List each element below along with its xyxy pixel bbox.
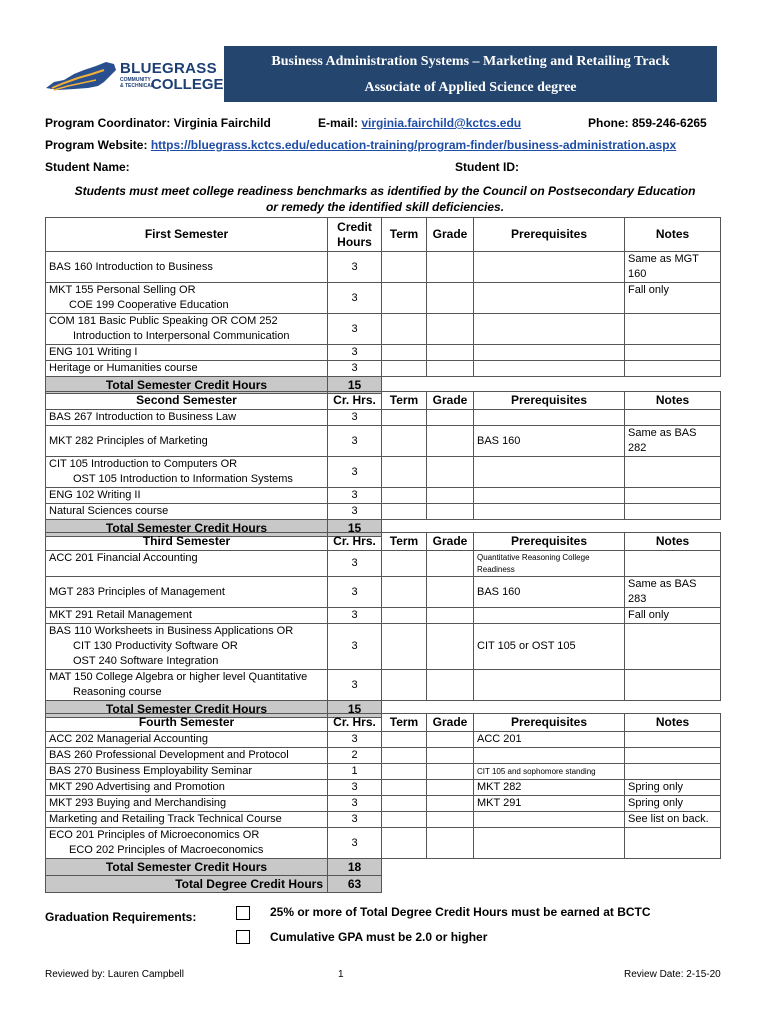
table-cell: 2 bbox=[328, 748, 382, 764]
program-header bbox=[224, 46, 717, 102]
table-cell bbox=[474, 410, 625, 426]
review-date: Review Date: 2-15-20 bbox=[624, 969, 721, 980]
table-cell: BAS 160 Introduction to Business bbox=[46, 252, 328, 283]
table-cell bbox=[625, 828, 721, 859]
term-header: Term bbox=[382, 218, 427, 252]
table-cell: BAS 260 Professional Development and Protocol bbox=[46, 748, 328, 764]
table-cell[interactable] bbox=[427, 780, 474, 796]
student-name-label: Student Name: bbox=[45, 160, 130, 174]
table-cell: MKT 291 bbox=[474, 796, 625, 812]
program-title: Business Administration Systems – Marketing and Retailing Track bbox=[271, 54, 670, 69]
table-cell bbox=[625, 504, 721, 520]
table-cell: CIT 105 Introduction to Computers OR OST 105 Introduction to Information Systems bbox=[46, 457, 328, 488]
requirement-2: Cumulative GPA must be 2.0 or higher bbox=[270, 930, 488, 944]
table-row bbox=[46, 828, 721, 859]
table-cell[interactable] bbox=[427, 426, 474, 457]
phone: Phone: 859-246-6265 bbox=[588, 116, 707, 130]
table-cell: COM 181 Basic Public Speaking OR COM 252 Introduction to Interpersonal Communication bbox=[46, 314, 328, 345]
table-cell: Natural Sciences course bbox=[46, 504, 328, 520]
degree-title: Associate of Applied Science degree bbox=[364, 80, 577, 95]
table-cell: BAS 267 Introduction to Business Law bbox=[46, 410, 328, 426]
table-cell: 3 bbox=[328, 283, 382, 314]
table-cell[interactable] bbox=[382, 577, 427, 608]
column-header: Term bbox=[382, 533, 427, 551]
table-cell[interactable] bbox=[382, 252, 427, 283]
table-cell bbox=[625, 345, 721, 361]
table-cell: MKT 290 Advertising and Promotion bbox=[46, 780, 328, 796]
table-cell bbox=[625, 748, 721, 764]
table-cell[interactable] bbox=[382, 670, 427, 701]
table-cell[interactable] bbox=[382, 796, 427, 812]
table-cell: 3 bbox=[328, 608, 382, 624]
table-cell bbox=[625, 410, 721, 426]
table-row bbox=[46, 748, 721, 764]
table-cell: MKT 291 Retail Management bbox=[46, 608, 328, 624]
table-row bbox=[46, 410, 721, 426]
table-cell[interactable] bbox=[427, 314, 474, 345]
graduation-requirements-label: Graduation Requirements: bbox=[45, 910, 197, 924]
table-cell[interactable] bbox=[427, 345, 474, 361]
table-cell: 18 bbox=[328, 859, 382, 876]
college-logo bbox=[44, 56, 224, 96]
page-number: 1 bbox=[338, 969, 344, 980]
column-header: Notes bbox=[625, 533, 721, 551]
column-header: Prerequisites bbox=[474, 533, 625, 551]
table-row bbox=[46, 670, 721, 701]
table-cell: 3 bbox=[328, 457, 382, 488]
table-cell: 3 bbox=[328, 426, 382, 457]
table-cell: 3 bbox=[328, 410, 382, 426]
table-cell: 15 bbox=[328, 701, 382, 718]
table-cell: ACC 202 Managerial Accounting bbox=[46, 732, 328, 748]
table-row bbox=[46, 780, 721, 796]
table-cell: Fall only bbox=[625, 608, 721, 624]
column-header: Term bbox=[382, 714, 427, 732]
table-cell[interactable] bbox=[382, 764, 427, 780]
table-cell bbox=[474, 670, 625, 701]
table-cell: 15 bbox=[328, 377, 382, 394]
table-cell[interactable] bbox=[427, 504, 474, 520]
table-cell: 3 bbox=[328, 345, 382, 361]
table-cell: ENG 102 Writing II bbox=[46, 488, 328, 504]
requirement-checkbox-1[interactable] bbox=[236, 906, 250, 920]
table-cell: MGT 283 Principles of Management bbox=[46, 577, 328, 608]
table-cell[interactable] bbox=[382, 551, 427, 577]
table-cell: 3 bbox=[328, 732, 382, 748]
table-cell[interactable] bbox=[427, 283, 474, 314]
table-row bbox=[46, 426, 721, 457]
table-row bbox=[46, 283, 721, 314]
table-cell[interactable] bbox=[427, 624, 474, 670]
table-cell: Quantitative Reasoning College Readiness bbox=[474, 551, 625, 577]
table-cell: ENG 101 Writing I bbox=[46, 345, 328, 361]
table-cell[interactable] bbox=[382, 608, 427, 624]
credit-hours-header: Credit Hours bbox=[328, 218, 382, 252]
table-cell[interactable] bbox=[382, 410, 427, 426]
table-cell[interactable] bbox=[382, 624, 427, 670]
readiness-note-1: Students must meet college readiness benchmarks as identified by the Council on Postsecondary Education bbox=[74, 184, 696, 198]
table-cell: CIT 105 and sophomore standing bbox=[474, 764, 625, 780]
table-cell: Spring only bbox=[625, 780, 721, 796]
table-cell[interactable] bbox=[382, 812, 427, 828]
table-cell: MKT 282 bbox=[474, 780, 625, 796]
first-semester-table bbox=[45, 217, 721, 394]
table-cell: Fall only bbox=[625, 283, 721, 314]
table-cell: 3 bbox=[328, 828, 382, 859]
prereq-header: Prerequisites bbox=[474, 218, 625, 252]
table-row bbox=[46, 796, 721, 812]
table-cell bbox=[474, 361, 625, 377]
table-cell bbox=[474, 283, 625, 314]
table-cell: Spring only bbox=[625, 796, 721, 812]
table-row bbox=[46, 314, 721, 345]
table-cell[interactable] bbox=[382, 504, 427, 520]
table-cell: 1 bbox=[328, 764, 382, 780]
table-cell: BAS 160 bbox=[474, 577, 625, 608]
table-cell: BAS 110 Worksheets in Business Applications OR CIT 130 Productivity Software OR OST 240 Software Integration bbox=[46, 624, 328, 670]
program-website-line: Program Website: https://bluegrass.kctcs.edu/education-training/program-finder/business-administration.aspx bbox=[45, 138, 677, 152]
table-cell: MKT 282 Principles of Marketing bbox=[46, 426, 328, 457]
table-cell bbox=[625, 764, 721, 780]
table-cell[interactable] bbox=[382, 748, 427, 764]
table-cell[interactable] bbox=[382, 457, 427, 488]
table-cell bbox=[474, 608, 625, 624]
semester-title: Third Semester bbox=[46, 533, 328, 551]
table-cell bbox=[474, 504, 625, 520]
column-header: Term bbox=[382, 392, 427, 410]
degree-total-row bbox=[46, 876, 721, 893]
table-cell: Same as BAS 282 bbox=[625, 426, 721, 457]
table-cell: Total Semester Credit Hours bbox=[46, 859, 328, 876]
table-cell: 3 bbox=[328, 314, 382, 345]
requirement-checkbox-2[interactable] bbox=[236, 930, 250, 944]
email-link[interactable]: virginia.fairchild@kctcs.edu bbox=[361, 116, 522, 130]
table-cell[interactable] bbox=[382, 314, 427, 345]
table-cell[interactable] bbox=[427, 732, 474, 748]
table-cell[interactable] bbox=[427, 748, 474, 764]
column-header: Cr. Hrs. bbox=[328, 714, 382, 732]
table-cell: 63 bbox=[328, 876, 382, 893]
student-id-label: Student ID: bbox=[455, 160, 519, 174]
table-cell bbox=[625, 361, 721, 377]
reviewed-by: Reviewed by: Lauren Campbell bbox=[45, 969, 184, 980]
table-cell bbox=[474, 812, 625, 828]
table-cell: See list on back. bbox=[625, 812, 721, 828]
table-cell bbox=[625, 670, 721, 701]
table-row bbox=[46, 551, 721, 577]
table-cell: BAS 160 bbox=[474, 426, 625, 457]
logo-name: BLUEGRASS bbox=[120, 60, 217, 77]
table-cell[interactable] bbox=[427, 361, 474, 377]
table-row bbox=[46, 345, 721, 361]
table-cell[interactable] bbox=[382, 488, 427, 504]
table-row bbox=[46, 488, 721, 504]
table-cell[interactable] bbox=[382, 426, 427, 457]
table-cell bbox=[474, 488, 625, 504]
table-cell bbox=[382, 859, 721, 876]
table-cell bbox=[474, 252, 625, 283]
table-cell[interactable] bbox=[427, 457, 474, 488]
program-coordinator: Program Coordinator: Virginia Fairchild bbox=[45, 116, 271, 130]
table-cell[interactable] bbox=[427, 252, 474, 283]
table-cell: Heritage or Humanities course bbox=[46, 361, 328, 377]
table-row bbox=[46, 624, 721, 670]
table-cell bbox=[625, 732, 721, 748]
table-cell[interactable] bbox=[427, 551, 474, 577]
readiness-note-2: or remedy the identified skill deficiencies. bbox=[265, 200, 505, 214]
table-cell[interactable] bbox=[427, 796, 474, 812]
table-cell bbox=[625, 551, 721, 577]
table-cell[interactable] bbox=[382, 828, 427, 859]
table-cell: Total Degree Credit Hours bbox=[46, 876, 328, 893]
table-row bbox=[46, 252, 721, 283]
table-cell[interactable] bbox=[427, 410, 474, 426]
requirement-1: 25% or more of Total Degree Credit Hours must be earned at BCTC bbox=[270, 905, 651, 919]
table-cell[interactable] bbox=[427, 488, 474, 504]
table-cell[interactable] bbox=[427, 577, 474, 608]
table-cell bbox=[474, 345, 625, 361]
table-cell bbox=[474, 314, 625, 345]
program-website-link[interactable]: https://bluegrass.kctcs.edu/education-training/program-finder/business-administration.aspx bbox=[150, 138, 677, 152]
table-cell: 3 bbox=[328, 624, 382, 670]
table-cell[interactable] bbox=[427, 670, 474, 701]
table-cell: MKT 155 Personal Selling OR COE 199 Cooperative Education bbox=[46, 283, 328, 314]
column-header: Grade bbox=[427, 714, 474, 732]
table-cell: 3 bbox=[328, 551, 382, 577]
table-cell[interactable] bbox=[382, 283, 427, 314]
table-cell: MKT 293 Buying and Merchandising bbox=[46, 796, 328, 812]
table-row bbox=[46, 361, 721, 377]
table-cell bbox=[625, 624, 721, 670]
notes-header: Notes bbox=[625, 218, 721, 252]
table-cell: 15 bbox=[328, 520, 382, 537]
table-cell bbox=[625, 457, 721, 488]
column-header: Notes bbox=[625, 714, 721, 732]
table-cell: 3 bbox=[328, 504, 382, 520]
semester-title: First Semester bbox=[46, 218, 328, 252]
table-cell: ACC 201 bbox=[474, 732, 625, 748]
column-header: Cr. Hrs. bbox=[328, 533, 382, 551]
column-header: Notes bbox=[625, 392, 721, 410]
table-row bbox=[46, 577, 721, 608]
fourth-semester-table bbox=[45, 713, 721, 893]
table-cell bbox=[382, 876, 721, 893]
table-cell: Same as MGT 160 bbox=[625, 252, 721, 283]
semester-total-row bbox=[46, 859, 721, 876]
table-row bbox=[46, 457, 721, 488]
column-header: Prerequisites bbox=[474, 392, 625, 410]
grade-header: Grade bbox=[427, 218, 474, 252]
table-cell: ECO 201 Principles of Microeconomics OR ECO 202 Principles of Macroeconomics bbox=[46, 828, 328, 859]
table-cell[interactable] bbox=[427, 764, 474, 780]
semester-title: Second Semester bbox=[46, 392, 328, 410]
table-cell: MAT 150 College Algebra or higher level Quantitative Reasoning course bbox=[46, 670, 328, 701]
table-cell: 3 bbox=[328, 780, 382, 796]
table-cell: Same as BAS 283 bbox=[625, 577, 721, 608]
table-cell[interactable] bbox=[382, 732, 427, 748]
table-cell bbox=[474, 828, 625, 859]
column-header: Grade bbox=[427, 533, 474, 551]
column-header: Grade bbox=[427, 392, 474, 410]
table-cell: ACC 201 Financial Accounting bbox=[46, 551, 328, 577]
table-cell: Total Semester Credit Hours bbox=[46, 520, 328, 537]
column-header: Prerequisites bbox=[474, 714, 625, 732]
table-row bbox=[46, 608, 721, 624]
table-row bbox=[46, 764, 721, 780]
table-cell[interactable] bbox=[382, 780, 427, 796]
table-cell: Marketing and Retailing Track Technical Course bbox=[46, 812, 328, 828]
table-cell: 3 bbox=[328, 796, 382, 812]
table-cell: Total Semester Credit Hours bbox=[46, 377, 328, 394]
table-cell[interactable] bbox=[382, 361, 427, 377]
third-semester-table bbox=[45, 532, 721, 718]
table-cell bbox=[625, 488, 721, 504]
table-cell: 3 bbox=[328, 252, 382, 283]
table-cell: 3 bbox=[328, 670, 382, 701]
table-cell bbox=[625, 314, 721, 345]
email-line: E-mail: virginia.fairchild@kctcs.edu bbox=[318, 116, 522, 130]
table-cell: Total Semester Credit Hours bbox=[46, 701, 328, 718]
table-cell[interactable] bbox=[427, 812, 474, 828]
second-semester-table bbox=[45, 391, 721, 537]
logo-college: COLLEGE bbox=[151, 76, 224, 93]
table-cell[interactable] bbox=[427, 828, 474, 859]
table-cell: 3 bbox=[328, 361, 382, 377]
table-cell[interactable] bbox=[427, 608, 474, 624]
table-row bbox=[46, 504, 721, 520]
table-row bbox=[46, 812, 721, 828]
table-cell: CIT 105 or OST 105 bbox=[474, 624, 625, 670]
logo-sub: COMMUNITY & TECHNICAL bbox=[120, 77, 154, 89]
table-cell bbox=[474, 457, 625, 488]
table-cell[interactable] bbox=[382, 345, 427, 361]
semester-title: Fourth Semester bbox=[46, 714, 328, 732]
table-cell: 3 bbox=[328, 812, 382, 828]
table-cell: BAS 270 Business Employability Seminar bbox=[46, 764, 328, 780]
table-cell: 3 bbox=[328, 577, 382, 608]
table-cell: 3 bbox=[328, 488, 382, 504]
table-cell bbox=[474, 748, 625, 764]
column-header: Cr. Hrs. bbox=[328, 392, 382, 410]
table-row bbox=[46, 732, 721, 748]
